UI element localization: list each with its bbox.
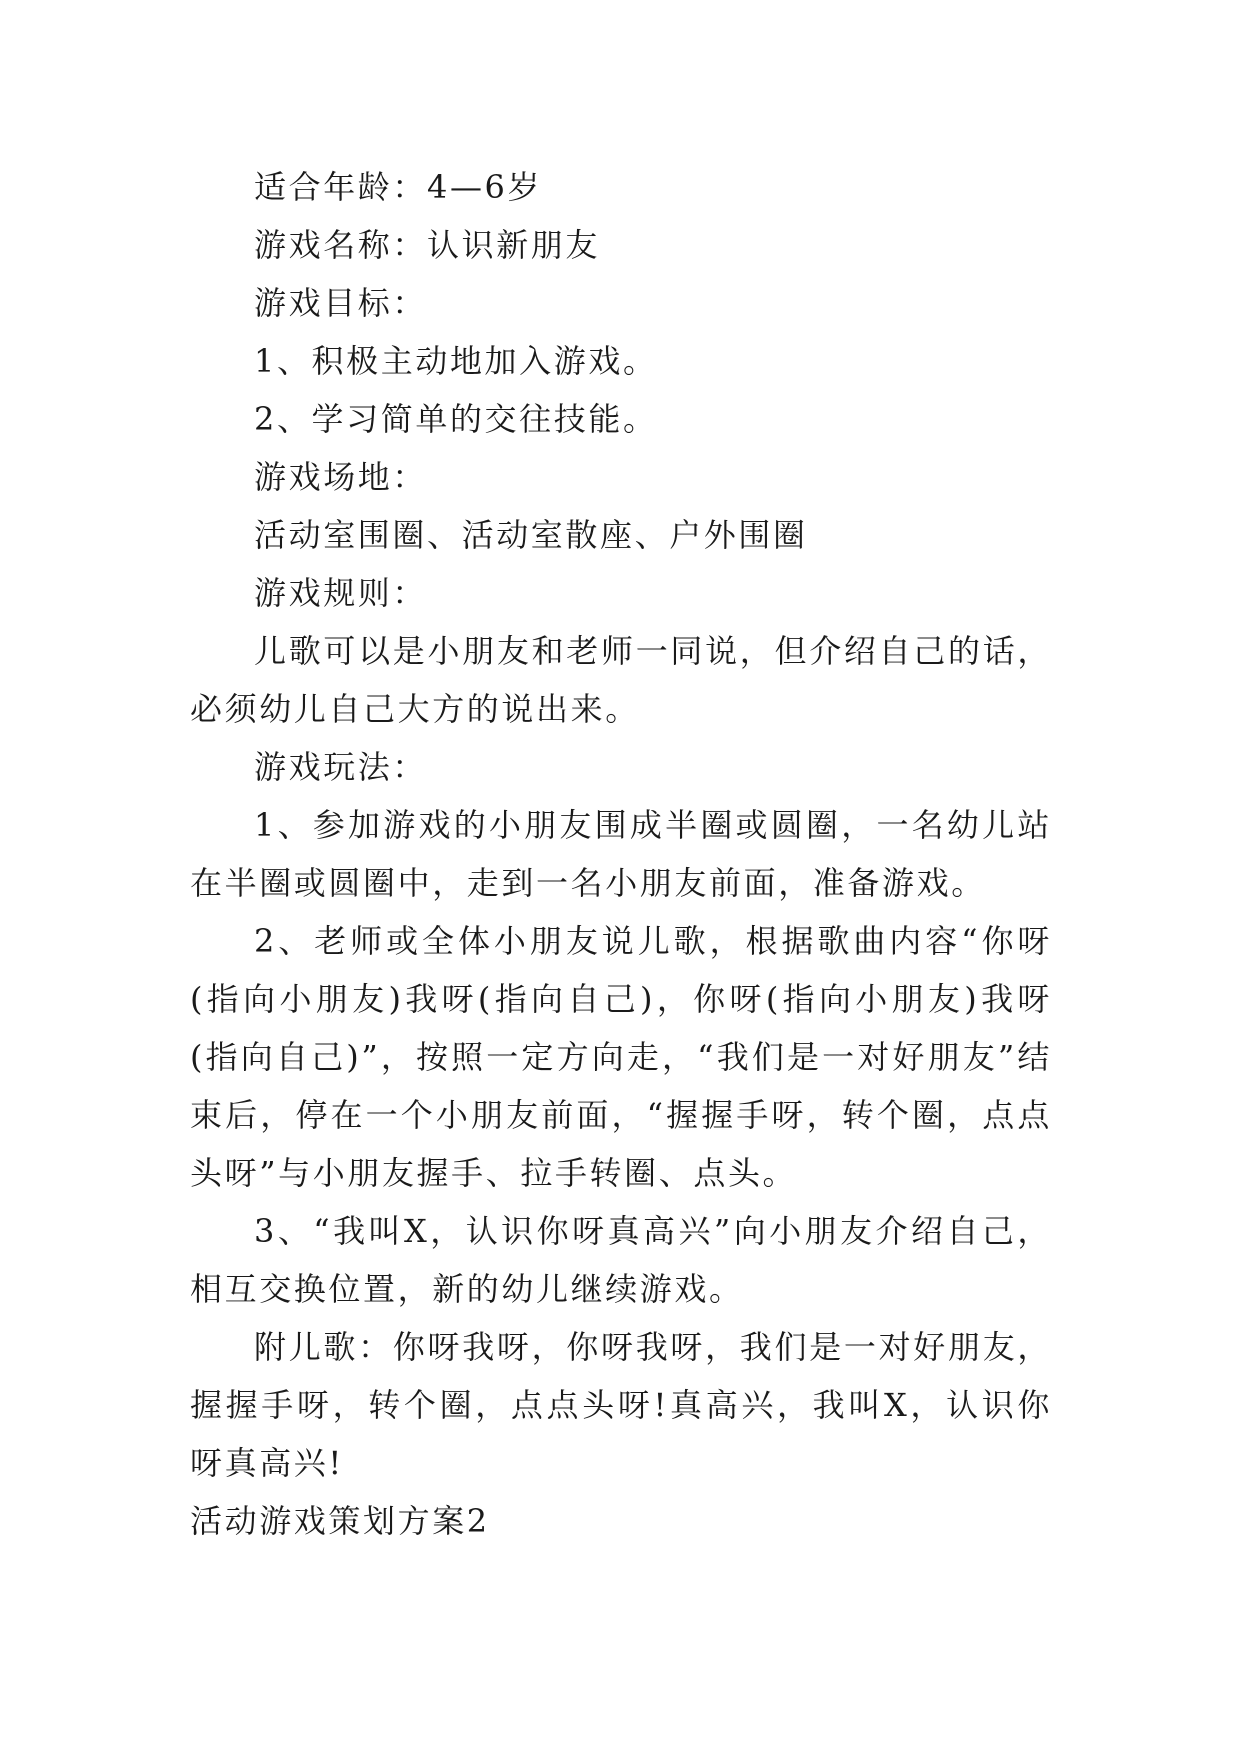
- section-heading: 活动游戏策划方案2: [190, 1502, 490, 1540]
- paragraph-song: 附儿歌：你呀我呀，你呀我呀，我们是一对好朋友，握握手呀，转个圈，点点头呀!真高兴，我叫X，认识你呀真高兴!: [190, 1328, 1052, 1482]
- paragraph-goal-heading: 游戏目标：: [254, 284, 428, 322]
- paragraph-venue: 活动室围圈、活动室散座、户外围圈: [254, 516, 808, 554]
- paragraph-age: 适合年龄：4—6岁: [254, 168, 543, 206]
- paragraph-rules-heading: 游戏规则：: [254, 574, 428, 612]
- paragraph-play-2: 2、老师或全体小朋友说儿歌，根据歌曲内容“你呀(指向小朋友)我呀(指向自己)，你呀(指向小朋友)我呀(指向自己)”，按照一定方向走，“我们是一对好朋友”结束后，停在一个小朋友前面，“握握手呀，转个圈，点点头呀”与小朋友握手、拉手转圈、点头。: [190, 922, 1052, 1192]
- paragraph-play-3: 3、“我叫X，认识你呀真高兴”向小朋友介绍自己，相互交换位置，新的幼儿继续游戏。: [190, 1212, 1052, 1308]
- paragraph-game-name: 游戏名称：认识新朋友: [254, 226, 601, 264]
- paragraph-play-heading: 游戏玩法：: [254, 748, 428, 786]
- paragraph-venue-heading: 游戏场地：: [254, 458, 428, 496]
- paragraph-play-1: 1、参加游戏的小朋友围成半圈或圆圈，一名幼儿站在半圈或圆圈中，走到一名小朋友前面，准备游戏。: [190, 806, 1052, 902]
- document-body: [190, 158, 1052, 1550]
- paragraph-rules: 儿歌可以是小朋友和老师一同说，但介绍自己的话，必须幼儿自己大方的说出来。: [190, 632, 1052, 728]
- paragraph-goal-2: 2、学习简单的交往技能。: [254, 400, 658, 438]
- paragraph-goal-1: 1、积极主动地加入游戏。: [254, 342, 658, 380]
